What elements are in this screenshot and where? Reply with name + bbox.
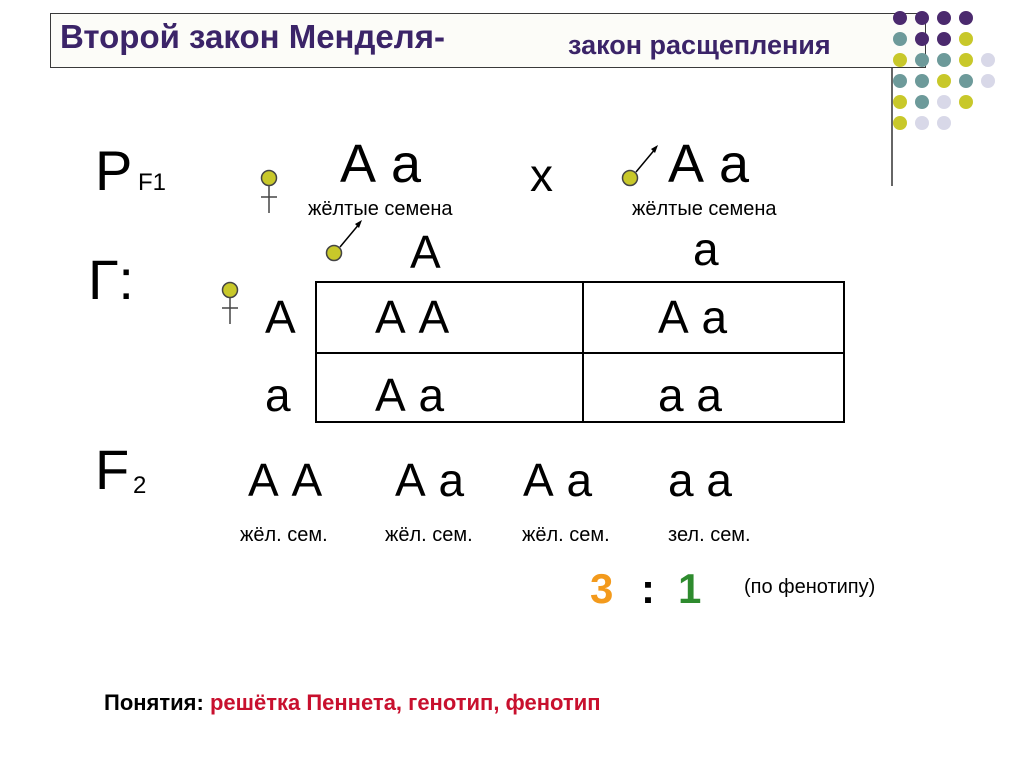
f2-genotype-3: А а (523, 454, 593, 506)
decorative-dot (915, 32, 929, 46)
decorative-dot (959, 53, 973, 67)
decorative-dot (981, 74, 995, 88)
decorative-dot-grid (880, 8, 1020, 168)
female-gamete-2: а (265, 369, 291, 421)
ratio-dominant: 3 (590, 565, 614, 612)
decorative-dot (959, 95, 973, 109)
decorative-dot (937, 11, 951, 25)
female-symbol-icon (255, 165, 285, 217)
decorative-dot (915, 95, 929, 109)
decorative-dot (937, 53, 951, 67)
cross-symbol: x (530, 149, 553, 201)
male-gamete-symbol-icon (322, 215, 372, 265)
decorative-dot (893, 11, 907, 25)
f2-phenotype-1: жёл. сем. (240, 524, 328, 546)
decorative-vertical-line (891, 68, 893, 186)
decorative-dot (893, 32, 907, 46)
punnett-cell-1-1: А А (375, 291, 450, 343)
decorative-dot (915, 116, 929, 130)
f2-label-subscript: 2 (133, 472, 147, 499)
decorative-dot (915, 53, 929, 67)
f2-label: F (95, 438, 130, 501)
female-parent-genotype: А а (340, 134, 422, 194)
f2-phenotype-3: жёл. сем. (522, 524, 610, 546)
f2-phenotype-2: жёл. сем. (385, 524, 473, 546)
concepts-terms: решётка Пеннета, генотип, фенотип (209, 690, 601, 715)
decorative-dot (893, 74, 907, 88)
decorative-dot (959, 74, 973, 88)
decorative-dot (959, 11, 973, 25)
punnett-horizontal-divider (317, 352, 843, 354)
punnett-cell-2-1: А а (375, 369, 445, 421)
male-gamete-1: А (410, 226, 441, 278)
decorative-dot (915, 11, 929, 25)
male-gamete-2: а (693, 223, 719, 275)
decorative-dot (893, 95, 907, 109)
ratio-separator: : (641, 565, 655, 612)
ratio-note: (по фенотипу) (744, 576, 876, 598)
concepts-label: Понятия (104, 690, 197, 715)
slide-subtitle: закон расщепления (568, 30, 831, 60)
male-symbol-icon (618, 140, 668, 190)
decorative-dot (937, 74, 951, 88)
decorative-dot (893, 53, 907, 67)
concepts-line (104, 690, 601, 716)
slide-title: Второй закон Менделя- (60, 18, 445, 55)
punnett-cell-2-2: а а (658, 369, 722, 421)
f2-genotype-4: а а (668, 454, 732, 506)
male-parent-genotype: А а (668, 134, 750, 194)
decorative-dot (937, 116, 951, 130)
parents-label-subscript: F1 (138, 169, 167, 196)
decorative-dot (915, 74, 929, 88)
punnett-cell-1-2: А а (658, 291, 728, 343)
female-gamete-1: А (265, 291, 296, 343)
female-gamete-symbol-icon (217, 278, 247, 330)
f2-genotype-1: А А (248, 454, 323, 506)
decorative-dot (893, 116, 907, 130)
decorative-dot (981, 53, 995, 67)
f2-phenotype-4: зел. сем. (668, 524, 751, 546)
female-parent-phenotype: жёлтые семена (308, 198, 453, 220)
male-parent-phenotype: жёлтые семена (632, 198, 777, 220)
decorative-dot (937, 32, 951, 46)
decorative-dot (937, 95, 951, 109)
decorative-dot (959, 32, 973, 46)
punnett-vertical-divider (582, 283, 584, 421)
parents-label: P (95, 139, 133, 202)
concepts-colon: : (196, 690, 204, 715)
gametes-label: Г: (88, 248, 134, 311)
f2-genotype-2: А а (395, 454, 465, 506)
ratio-recessive: 1 (678, 565, 702, 612)
